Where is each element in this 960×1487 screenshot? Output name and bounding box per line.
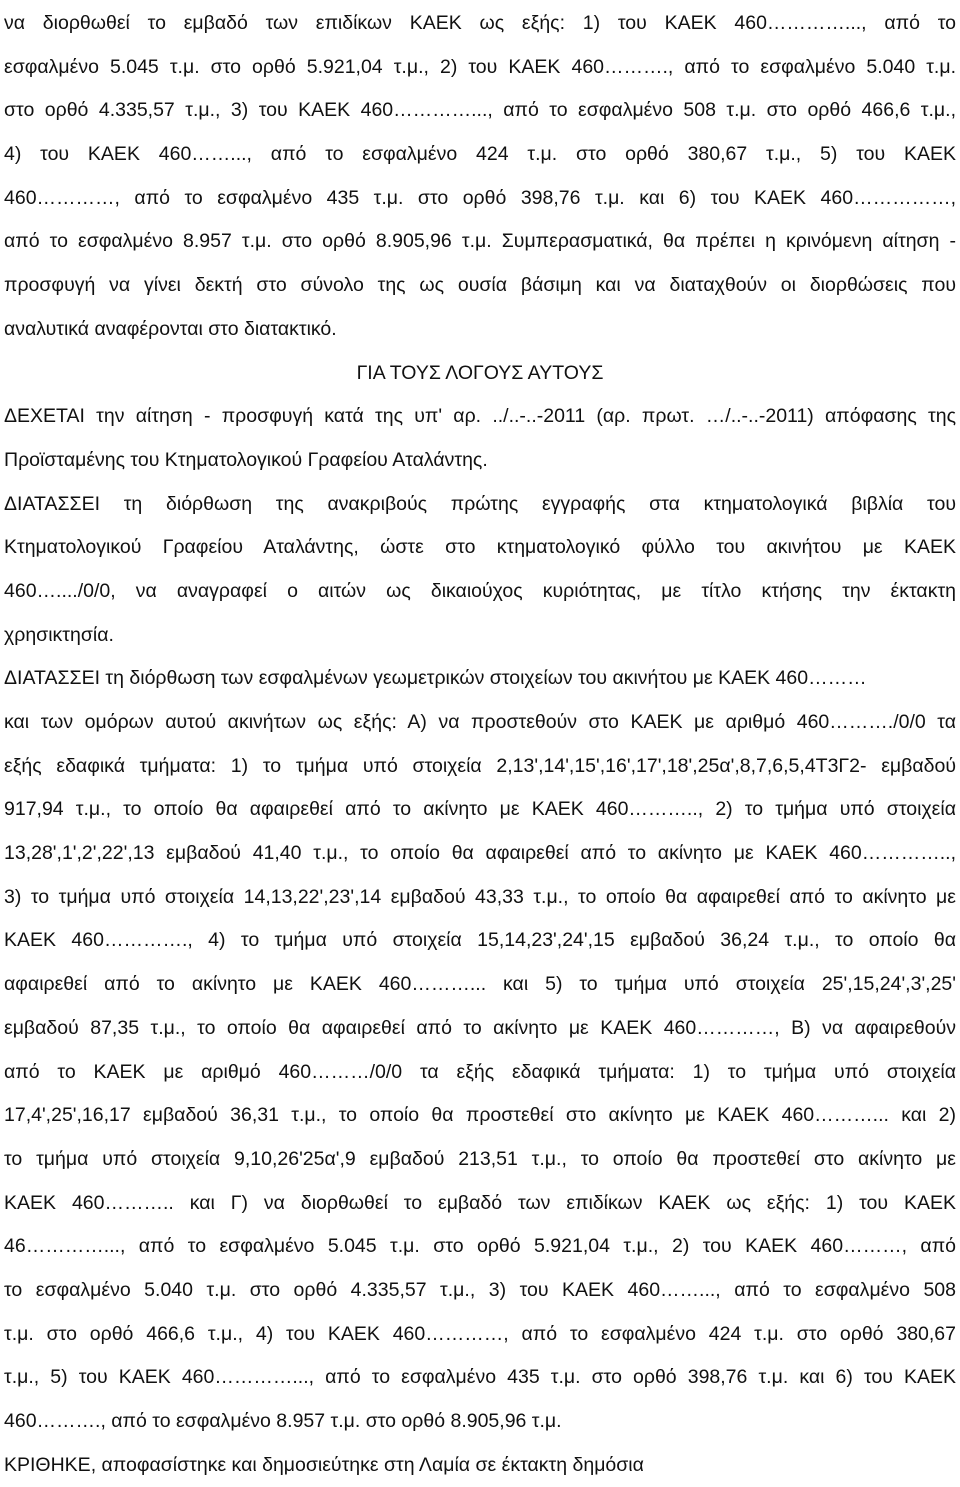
text-line: ΚΑΕΚ 460…………., 4) το τμήμα υπό στοιχεία 15,14,23',24',15 εμβαδού 36,24 τ.μ., το οποίο θα (4, 929, 956, 952)
text-line: ΚΡΙΘΗΚΕ, αποφασίστηκε και δημοσιεύτηκε στη Λαμία σε έκτακτη δημόσια (4, 1453, 644, 1476)
text-line: τ.μ. στο ορθό 466,6 τ.μ., 4) του ΚΑΕΚ 460…………, από το εσφαλμένο 424 τ.μ. στο ορθό 380,67 (4, 1322, 956, 1345)
text-line: 46…………..., από το εσφαλμένο 5.045 τ.μ. στο ορθό 5.921,04 τ.μ., 2) του ΚΑΕΚ 460………, από (4, 1235, 956, 1258)
text-line: 460…………, από το εσφαλμένο 435 τ.μ. στο ορθό 398,76 τ.μ. και 6) του ΚΑΕΚ 460……………, (4, 186, 956, 209)
section-heading: ΓΙΑ ΤΟΥΣ ΛΟΓΟΥΣ ΑΥΤΟΥΣ (356, 361, 604, 384)
text-line: ΔΕΧΕΤΑΙ την αίτηση - προσφυγή κατά της υπ' αρ. ../..-..-2011 (αρ. πρωτ. …/..-..-2011) απόφασης της (4, 405, 956, 428)
text-line: εσφαλμένο 5.045 τ.μ. στο ορθό 5.921,04 τ.μ., 2) του ΚΑΕΚ 460………., από το εσφαλμένο 5.040 τ.μ. (4, 55, 956, 78)
text-line: χρησικτησία. (4, 623, 114, 646)
text-line: 4) του ΚΑΕΚ 460……..., από το εσφαλμένο 424 τ.μ. στο ορθό 380,67 τ.μ., 5) του ΚΑΕΚ (4, 143, 956, 166)
text-line: 460…..../0/0, να αναγραφεί ο αιτών ως δικαιούχος κυριότητας, με τίτλο κτήσης την έκτακτη (4, 579, 956, 602)
text-line: τ.μ., 5) του ΚΑΕΚ 460…………..., από το εσφαλμένο 435 τ.μ. στο ορθό 398,76 τ.μ. και 6) του ΚΑΕΚ (4, 1366, 956, 1389)
text-line: και των ομόρων αυτού ακινήτων ως εξής: Α) να προστεθούν στο ΚΑΕΚ με αριθμό 460………./0/0 τα (4, 711, 956, 733)
text-line: 460………., από το εσφαλμένο 8.957 τ.μ. στο ορθό 8.905,96 τ.μ. (4, 1410, 562, 1432)
text-line: το εσφαλμένο 5.040 τ.μ. στο ορθό 4.335,57 τ.μ., 3) του ΚΑΕΚ 460……..., από το εσφαλμένο 508 (4, 1278, 956, 1301)
text-line: από το εσφαλμένο 8.957 τ.μ. στο ορθό 8.905,96 τ.μ. Συμπερασματικά, θα πρέπει η κρινόμενη αίτηση - (4, 230, 956, 253)
text-line: αφαιρεθεί από το ακίνητο με ΚΑΕΚ 460………... και 5) το τμήμα υπό στοιχεία 25',15,24',3',25' (4, 973, 956, 996)
text-line: προσφυγή να γίνει δεκτή στο σύνολο της ως ουσία βάσιμη και να διαταχθούν οι διορθώσεις που (4, 274, 956, 297)
text-line: ΚΑΕΚ 460……….. και Γ) να διορθωθεί το εμβαδό των επιδίκων ΚΑΕΚ ως εξής: 1) του ΚΑΕΚ (4, 1191, 956, 1214)
text-line: το τμήμα υπό στοιχεία 9,10,26'25α',9 εμβαδού 213,51 τ.μ., το οποίο θα προστεθεί στο ακίνητο με (4, 1147, 956, 1170)
text-line: ΔΙΑΤΑΣΣΕΙ τη διόρθωση της ανακριβούς πρώτης εγγραφής στα κτηματολογικά βιβλία του (4, 492, 956, 515)
text-line: 917,94 τ.μ., το οποίο θα αφαιρεθεί από το ακίνητο με ΚΑΕΚ 460……….., 2) το τμήμα υπό στοιχεία (4, 798, 956, 821)
text-line: αναλυτικά αναφέρονται στο διατακτικό. (4, 317, 337, 340)
text-line: Κτηματολογικού Γραφείου Αταλάντης, ώστε στο κτηματολογικό φύλλο του ακινήτου με ΚΑΕΚ (4, 536, 956, 559)
text-line: στο ορθό 4.335,57 τ.μ., 3) του ΚΑΕΚ 460…………..., από το εσφαλμένο 508 τ.μ. στο ορθό 466,6 τ.μ., (4, 99, 956, 122)
text-line: Προϊσταμένης του Κτηματολογικού Γραφείου Αταλάντης. (4, 448, 488, 471)
text-line: 17,4',25',16,17 εμβαδού 36,31 τ.μ., το οποίο θα προστεθεί στο ακίνητο με ΚΑΕΚ 460………... και 2) (4, 1104, 956, 1127)
text-line: 13,28',1',2',22',13 εμβαδού 41,40 τ.μ., το οποίο θα αφαιρεθεί από το ακίνητο με ΚΑΕΚ 460………….., (4, 842, 956, 865)
text-line: εμβαδού 87,35 τ.μ., το οποίο θα αφαιρεθεί από το ακίνητο με ΚΑΕΚ 460…………, Β) να αφαιρεθούν (4, 1016, 956, 1039)
text-line: εξής εδαφικά τμήματα: 1) το τμήμα υπό στοιχεία 2,13',14',15',16',17',18',25α',8,7,6,5,4Τ3Γ2- εμβαδού (4, 754, 956, 777)
text-line: ΔΙΑΤΑΣΣΕΙ τη διόρθωση των εσφαλμένων γεωμετρικών στοιχείων του ακινήτου με ΚΑΕΚ 460……… (4, 667, 867, 690)
text-line: 3) το τμήμα υπό στοιχεία 14,13,22',23',14 εμβαδού 43,33 τ.μ., το οποίο θα αφαιρεθεί από το ακίνητο με (4, 885, 956, 908)
text-line: να διορθωθεί το εμβαδό των επιδίκων ΚΑΕΚ ως εξής: 1) του ΚΑΕΚ 460…………..., από το (4, 12, 956, 34)
text-line: από το ΚΑΕΚ με αριθμό 460………/0/0 τα εξής εδαφικά τμήματα: 1) το τμήμα υπό στοιχεία (4, 1060, 956, 1083)
